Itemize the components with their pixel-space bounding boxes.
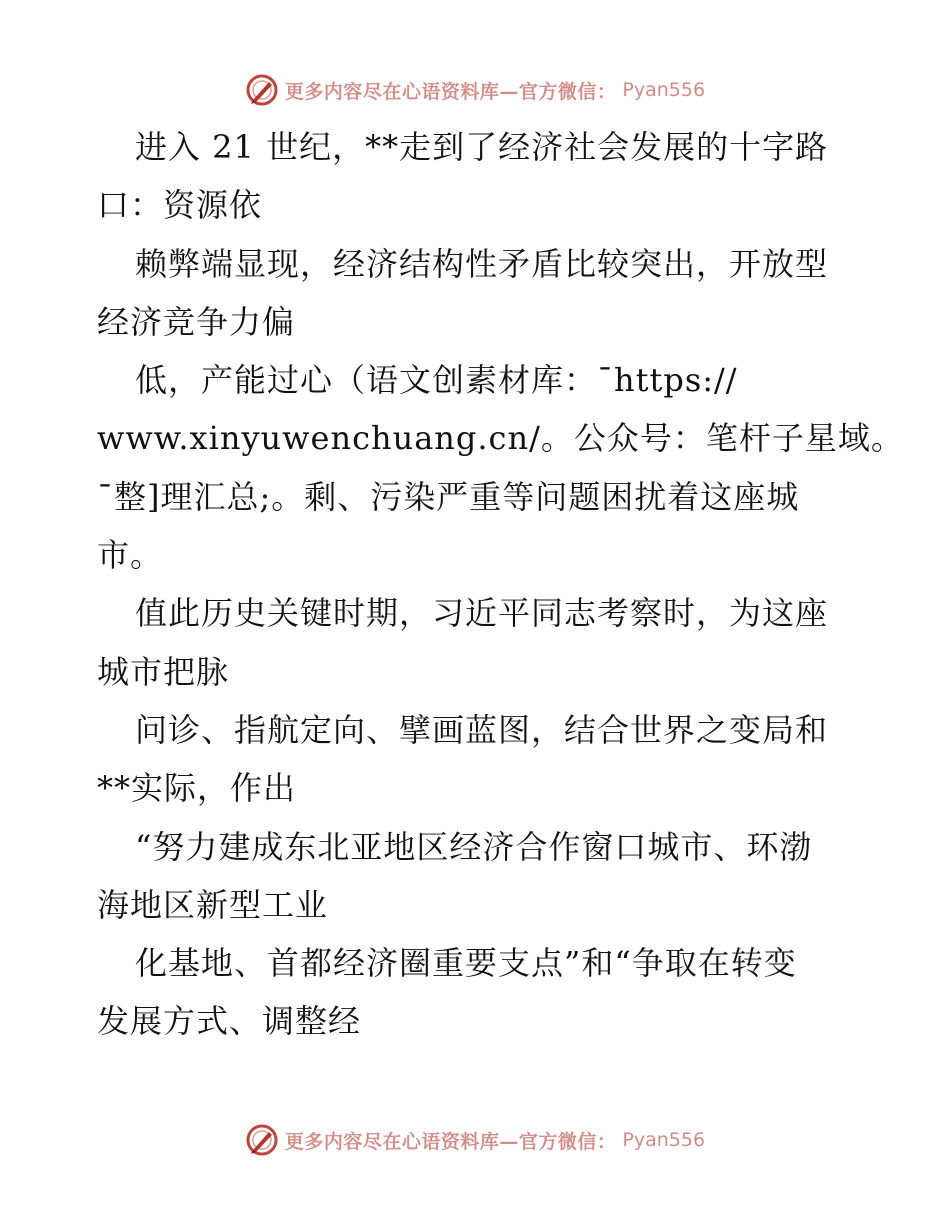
banner-wechat-id: Pyan556 (622, 1129, 706, 1151)
document-body (97, 118, 904, 1051)
header-banner (0, 70, 950, 110)
text-line: 发展方式、调整经 (97, 1002, 362, 1041)
text-line: 值此历史关键时期，习近平同志考察时，为这座 (135, 594, 829, 633)
banner-text: 更多内容尽在心语资料库—官方微信： (284, 80, 617, 103)
text-line: 赖弊端显现，经济结构性矛盾比较突出，开放型 (135, 244, 829, 283)
text-line: 经济竞争力偏 (97, 302, 296, 341)
text-line: 化基地、首都经济圈重要支点”和“争取在转变 (135, 944, 797, 983)
banner-text: 更多内容尽在心语资料库—官方微信： (284, 1130, 617, 1153)
pen-logo-icon (245, 73, 279, 107)
text-line: 低，产能过心（语文创素材库：¯https:// (135, 361, 738, 400)
footer-banner (0, 1120, 950, 1160)
text-line: 进入 21 世纪，**走到了经济社会发展的十字路 (135, 128, 829, 166)
text-line: 问诊、指航定向、擘画蓝图，结合世界之变局和 (135, 710, 829, 749)
text-line: 市。 (97, 536, 164, 575)
text-line: **实际，作出 (97, 769, 297, 808)
text-line: 城市把脉 (97, 652, 230, 691)
banner-wechat-id: Pyan556 (622, 79, 706, 101)
text-line: 口：资源依 (97, 186, 263, 225)
text-line: “努力建成东北亚地区经济合作窗口城市、环渤 (135, 827, 813, 866)
text-line: 海地区新型工业 (97, 885, 329, 924)
text-line: www.xinyuwenchuang.cn/。公众号：笔杆子星域。 (97, 419, 904, 458)
pen-logo-icon (245, 1123, 279, 1157)
text-line: ¯整]理汇总;。剩、污染严重等问题困扰着这座城 (97, 477, 800, 516)
